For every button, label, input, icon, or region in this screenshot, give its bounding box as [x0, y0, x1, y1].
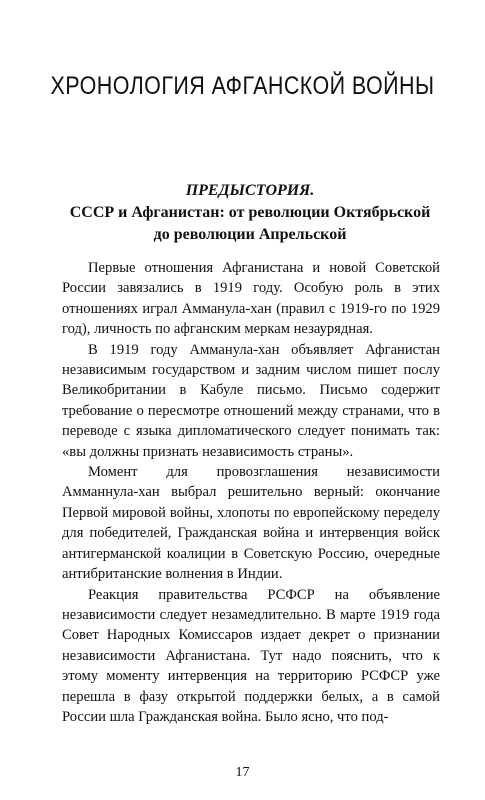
- chapter-title: ХРОНОЛОГИЯ АФГАНСКОЙ ВОЙНЫ: [50, 72, 435, 100]
- section-heading: [60, 180, 440, 246]
- section-subtitle-line-2: до революции Апрельской: [153, 226, 347, 243]
- paragraph: В 1919 году Амманула-хан объявляет Афганистан независимым государством и задним числом пишет послу Великобритании в Кабуле письмо. Письмо содержит требование о пересмотре отношений между странами, что в переводе с языка дипломатического следует понимать так: «вы должны признать независимость страны».: [62, 341, 440, 460]
- section-kicker: ПРЕДЫСТОРИЯ.: [185, 182, 315, 199]
- paragraph: Реакция правительства РСФСР на объявление независимости следует незамедлительно. В марте 1919 года Совет Народных Комиссаров издает декрет о признании независимости Афганистана. Тут надо пояснить, что к этому моменту интервенция на территорию РСФСР уже перешла в фазу открытой поддержки белых, а в самой России шла Гражданская война. Было ясно, что под-: [62, 586, 440, 725]
- paragraph: Момент для провозглашения независимости Амманнула-хан выбрал решительно верный: окончание Первой мировой войны, хлопоты по европейскому переделу для победителей, Гражданская война и интервенция войск антигерманской коалиции в Советскую Россию, очередные антибританские волнения в Индии.: [62, 464, 440, 583]
- section-subtitle-line-1: СССР и Афганистан: от революции Октябрьской: [69, 204, 431, 221]
- paragraph: Первые отношения Афганистана и новой Советской России завязались в 1919 году. Особую роль в этих отношениях играл Амманула-хан (правил с 1919-го по 1929 год), личность по афганским меркам незаурядная.: [62, 260, 440, 338]
- page-number: 17: [235, 765, 250, 780]
- body-text: [62, 258, 440, 727]
